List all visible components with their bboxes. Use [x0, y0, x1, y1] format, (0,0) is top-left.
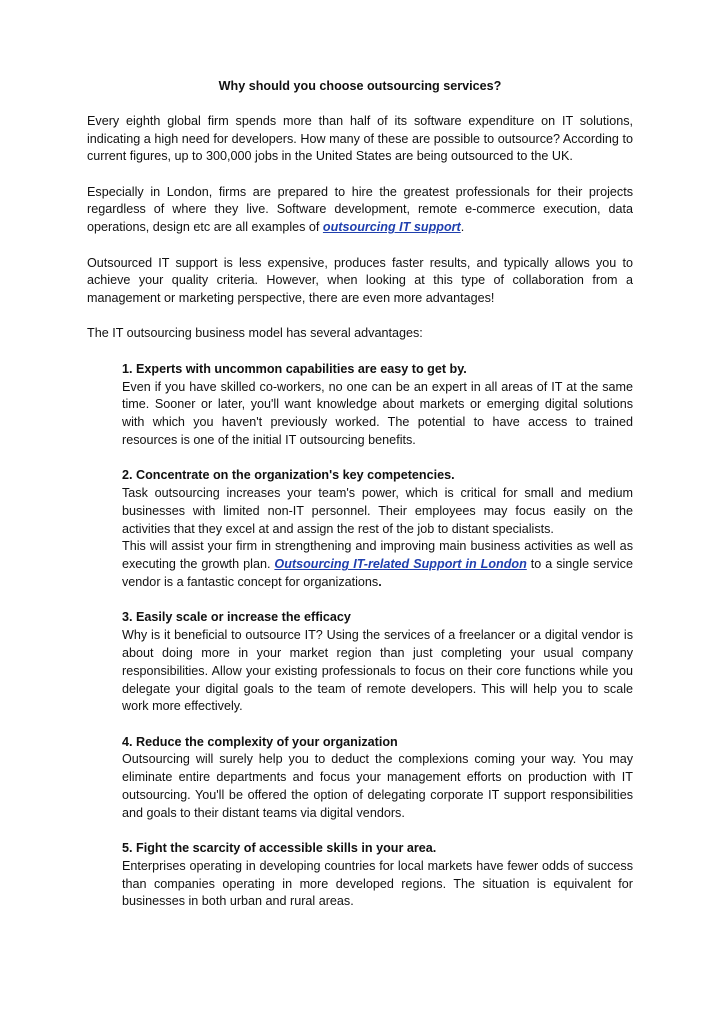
section-1 — [122, 361, 633, 450]
section-3-heading: 3. Easily scale or increase the efficacy — [122, 610, 351, 625]
document-content — [87, 78, 633, 929]
london-text: Especially in London, firms are prepared to hire the greatest professionals for their projects regardless of where they live. Software development, remote e-commerce execution, data operations, design etc are all examples of — [87, 184, 633, 235]
intro-paragraph: Every eighth global firm spends more than half of its software expenditure on IT solutions, indicating a high need for developers. How many of these are possible to outsource? According to current figures, up to 300,000 jobs in the United States are being outsourced to the UK. — [87, 113, 633, 164]
section-5-body: Enterprises operating in developing countries for local markets have fewer odds of success than companies operating in more developed regions. The situation is equivalent for businesses in both urban and rural areas. — [122, 858, 633, 909]
page-title: Why should you choose outsourcing services? — [218, 79, 502, 93]
section-2-text-end: to a single service vendor is a fantastic concept for organizations — [122, 557, 633, 590]
section-3-body: Why is it beneficial to outsource IT? Using the services of a freelancer or a digital vendor is about doing more in your market region than just completing your usual company responsibilities. Allow your existing professionals to focus on their core functions while you delegate your digital goals to the team of remote developers. This will help you to scale work more effectively. — [122, 628, 633, 714]
section-2-heading: 2. Concentrate on the organization's key competencies. — [122, 468, 455, 483]
section-5 — [122, 840, 633, 911]
section-4 — [122, 734, 633, 823]
section-4-heading: 4. Reduce the complexity of your organization — [122, 734, 398, 749]
cost-paragraph: Outsourced IT support is less expensive, produces faster results, and typically allows you to achieve your quality criteria. However, when looking at this type of collaboration from a management or marketing perspective, there are even more advantages! — [87, 255, 633, 306]
section-2-text: This will assist your firm in strengthening and improving main business activities as well as executing the growth plan. — [122, 539, 633, 572]
advantages-intro: The IT outsourcing business model has several advantages: — [87, 326, 423, 341]
london-end: . — [460, 220, 465, 235]
section-3 — [122, 609, 633, 716]
outsourcing-it-support-link[interactable]: outsourcing IT support — [322, 220, 461, 235]
section-2-body-1: Task outsourcing increases your team's power, which is critical for small and medium businesses with limited non-IT personnel. Their employees may focus easily on the activities that they excel at and assign the rest of the job to distant specialists. — [122, 486, 633, 536]
section-2 — [122, 467, 633, 592]
outsourcing-london-link[interactable]: Outsourcing IT-related Support in London — [274, 557, 527, 572]
section-2-body-2 — [122, 538, 633, 591]
london-paragraph — [87, 184, 633, 237]
section-4-body: Outsourcing will surely help you to deduct the complexions coming your way. You may eliminate entire departments and focus your management efforts on production with IT outsourcing. You'll be offered the option of delegating corporate IT support responsibilities and goals to their distant teams via digital vendors. — [122, 752, 633, 820]
section-2-period: . — [378, 575, 382, 590]
section-1-body: Even if you have skilled co-workers, no one can be an expert in all areas of IT at the same time. Sooner or later, you'll want knowledge about markets or emerging digital solutions with which you haven't previously worked. The potential to have access to trained resources is one of the initial IT outsourcing benefits. — [122, 379, 633, 447]
section-5-heading: 5. Fight the scarcity of accessible skills in your area. — [122, 841, 437, 856]
section-1-heading: 1. Experts with uncommon capabilities are easy to get by. — [122, 361, 467, 376]
